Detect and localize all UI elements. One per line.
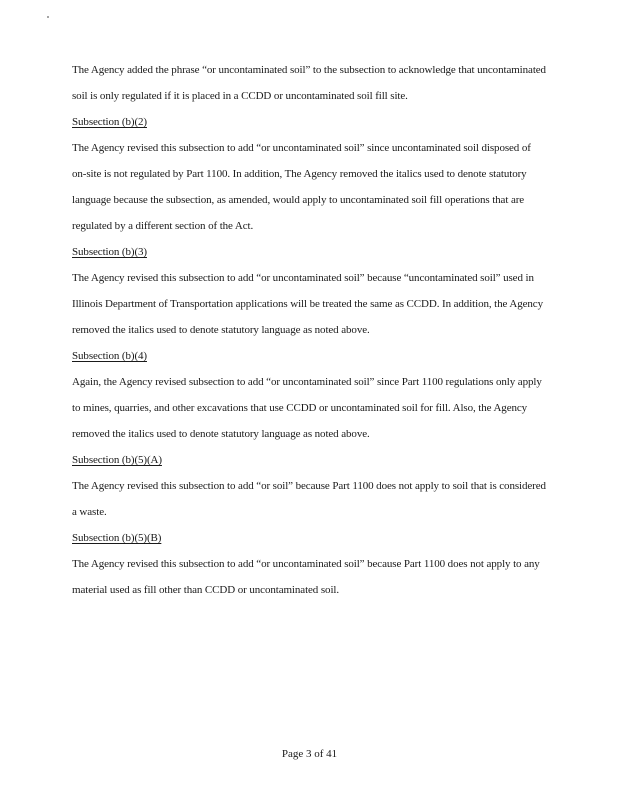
paragraph-b5a: The Agency revised this subsection to add “or soil” because Part 1100 does not apply to soil that is considered a waste. xyxy=(72,480,546,518)
heading-subsection-b5a: Subsection (b)(5)(A) xyxy=(72,454,162,466)
heading-subsection-b2: Subsection (b)(2) xyxy=(72,116,147,128)
paragraph-b5b: The Agency revised this subsection to add “or uncontaminated soil” because Part 1100 does not apply to any material used as fill other than CCDD or uncontaminated soil. xyxy=(72,558,540,596)
paragraph-b4: Again, the Agency revised subsection to add “or uncontaminated soil” since Part 1100 regulations only apply to mines, quarries, and other excavations that use CCDD or uncontaminated soil for fill. Also, the Agency removed the italics used to denote statutory language as noted above. xyxy=(72,376,542,440)
scan-speck xyxy=(47,16,49,18)
paragraph-b3: The Agency revised this subsection to add “or uncontaminated soil” because “uncontaminated soil” used in Illinois Department of Transportation applications will be treated the same as CCDD. In addition, the Agency removed the italics used to denote statutory language as noted above. xyxy=(72,272,543,336)
heading-subsection-b5b: Subsection (b)(5)(B) xyxy=(72,532,162,544)
document-body xyxy=(72,57,547,603)
paragraph-intro: The Agency added the phrase “or uncontaminated soil” to the subsection to acknowledge that uncontaminated soil is only regulated if it is placed in a CCDD or uncontaminated soil fill site. xyxy=(72,64,546,102)
heading-subsection-b4: Subsection (b)(4) xyxy=(72,350,147,362)
paragraph-b2: The Agency revised this subsection to add “or uncontaminated soil” since uncontaminated soil disposed of on-site is not regulated by Part 1100. In addition, The Agency removed the italics used to denote statutory language because the subsection, as amended, would apply to uncontaminated soil fill operations that are regulated by a different section of the Act. xyxy=(72,142,531,232)
heading-subsection-b3: Subsection (b)(3) xyxy=(72,246,147,258)
page-number-footer: Page 3 of 41 xyxy=(281,748,338,760)
